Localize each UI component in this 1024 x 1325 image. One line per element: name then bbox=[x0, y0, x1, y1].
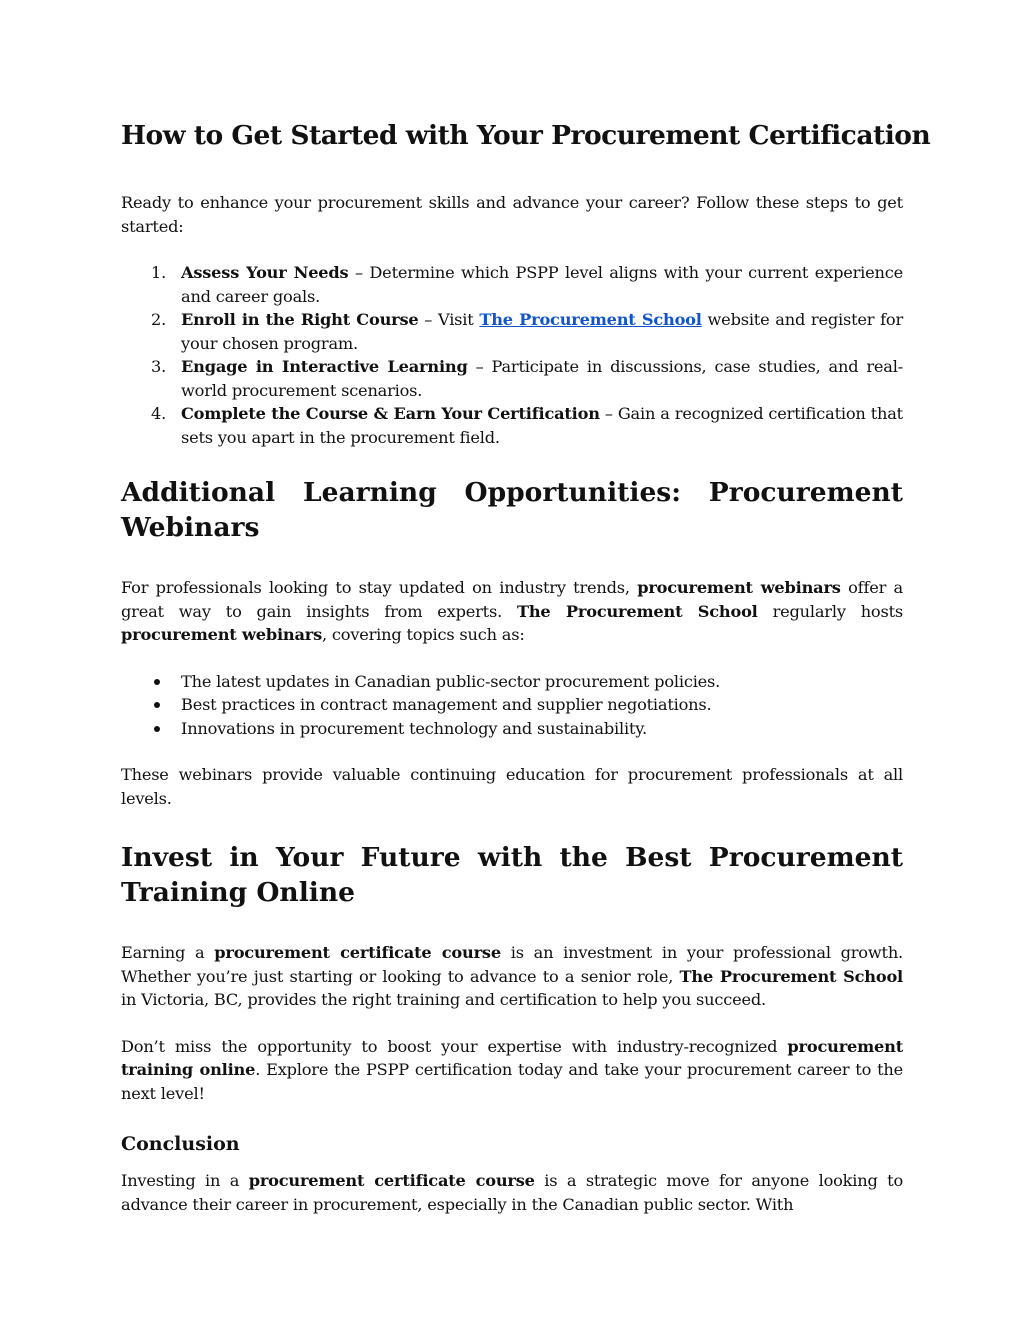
bullet-text: Innovations in procurement technology and sustainability. bbox=[181, 718, 647, 738]
conclusion-paragraph bbox=[121, 1169, 903, 1216]
step-text: Gain a recognized certification that sets you apart in the procurement field. bbox=[181, 404, 903, 447]
list-item bbox=[121, 261, 903, 308]
topics-list bbox=[121, 670, 903, 741]
text-run: For professionals looking to stay updated on industry trends, bbox=[121, 578, 638, 597]
step-number: 3. bbox=[151, 357, 167, 376]
text-run: offer a great way to gain insights from experts. bbox=[121, 578, 904, 621]
list-item bbox=[121, 670, 903, 694]
step-title: Enroll in the Right Course bbox=[181, 310, 419, 329]
section-heading-webinars: Additional Learning Opportunities: Procurement Webinars bbox=[121, 477, 903, 543]
bold-text: The Procurement School bbox=[516, 601, 758, 621]
bold-text: procurement certificate course bbox=[248, 1171, 535, 1190]
bold-text: procurement training online bbox=[121, 1036, 903, 1079]
list-item bbox=[121, 402, 903, 449]
bullet-icon bbox=[154, 702, 160, 708]
bold-text: procurement webinars bbox=[121, 625, 323, 644]
text-run: is an investment in your professional growth. Whether you’re just starting or looking to advance to a senior role, bbox=[121, 943, 903, 986]
step-title: Assess Your Needs bbox=[181, 263, 349, 282]
invest-paragraph bbox=[121, 941, 903, 1012]
webinars-closing-paragraph: These webinars provide valuable continuing education for procurement professionals at all levels. bbox=[121, 765, 903, 808]
list-item bbox=[121, 693, 903, 717]
step-text: Determine which PSPP level aligns with your current experience and career goals. bbox=[181, 263, 903, 306]
text-run: , covering topics such as: bbox=[322, 625, 525, 644]
bullet-icon bbox=[154, 679, 160, 685]
bullet-text: The latest updates in Canadian public-sector procurement policies. bbox=[181, 671, 721, 691]
text-run: Don’t miss the opportunity to boost your expertise with industry-recognized bbox=[121, 1036, 788, 1056]
text-run: Investing in a bbox=[121, 1171, 249, 1190]
text-run: Earning a bbox=[121, 943, 215, 962]
text-run: regularly hosts bbox=[757, 601, 903, 621]
step-separator: – bbox=[467, 357, 492, 376]
list-item bbox=[121, 308, 903, 355]
steps-list bbox=[121, 261, 903, 449]
text-run: in Victoria, BC, provides the right training and certification to help you succeed. bbox=[121, 990, 766, 1009]
document-page bbox=[121, 118, 931, 1216]
bold-text: procurement webinars bbox=[637, 578, 841, 597]
step-number: 2. bbox=[151, 310, 167, 329]
step-text: Participate in discussions, case studies, and real-world procurement scenarios. bbox=[181, 357, 903, 400]
step-separator: – bbox=[348, 263, 370, 282]
step-separator: – bbox=[599, 404, 618, 423]
opportunity-paragraph bbox=[121, 1035, 903, 1106]
bold-text: The Procurement School bbox=[679, 966, 903, 986]
step-title: Complete the Course & Earn Your Certification bbox=[181, 404, 600, 423]
list-item bbox=[121, 355, 903, 402]
step-number: 4. bbox=[151, 404, 167, 423]
list-item bbox=[121, 717, 903, 741]
section-heading-get-started: How to Get Started with Your Procurement Certification bbox=[121, 120, 931, 151]
bold-text: procurement certificate course bbox=[214, 943, 501, 962]
step-separator: – Visit bbox=[418, 310, 480, 329]
bullet-text: Best practices in contract management and supplier negotiations. bbox=[181, 695, 712, 714]
text-run: is a strategic move for anyone looking to advance their career in procurement, especially in the Canadian public sector. With bbox=[121, 1171, 904, 1214]
section-heading-invest: Invest in Your Future with the Best Procurement Training Online bbox=[121, 842, 903, 908]
webinars-paragraph bbox=[121, 576, 903, 647]
text-run: . Explore the PSPP certification today and take your procurement career to the next level! bbox=[121, 1060, 903, 1103]
intro-paragraph: Ready to enhance your procurement skills and advance your career? Follow these steps to get started: bbox=[121, 193, 903, 236]
step-title: Engage in Interactive Learning bbox=[181, 357, 468, 376]
procurement-school-link[interactable]: The Procurement School bbox=[479, 310, 702, 329]
step-number: 1. bbox=[151, 263, 167, 282]
bullet-icon bbox=[154, 726, 160, 732]
conclusion-heading: Conclusion bbox=[121, 1133, 240, 1155]
step-text: website and register for your chosen program. bbox=[181, 310, 903, 353]
